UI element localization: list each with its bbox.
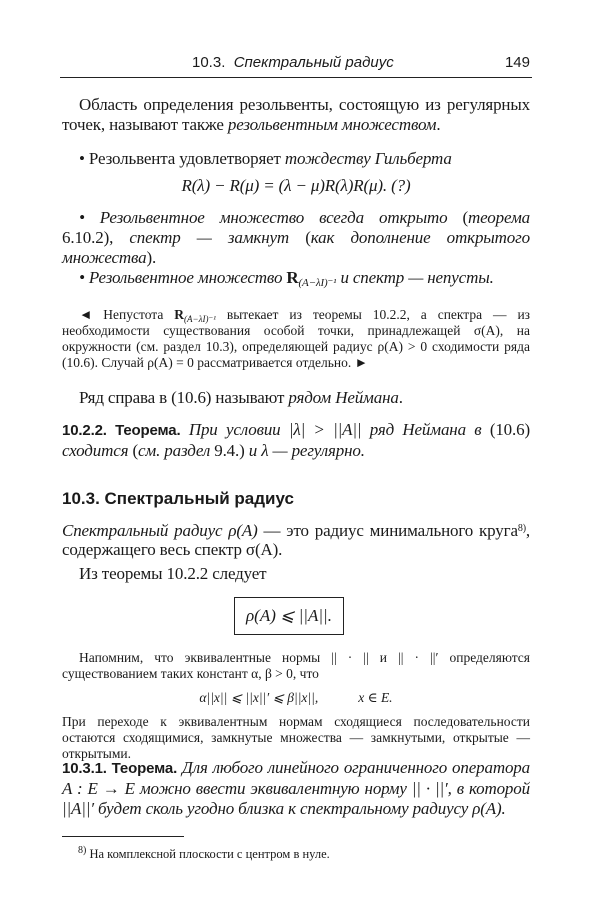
bullet-open-set: • Резольвентное множество всегда открыто (теорема 6.10.2), спектр — замкнут (как дополнение открытого множества). bbox=[62, 208, 530, 267]
paragraph-follows: Из теоремы 10.2.2 следует bbox=[79, 564, 267, 583]
formula-hilbert: R(λ) − R(μ) = (λ − μ)R(λ)R(μ). (?) bbox=[181, 176, 411, 195]
boxed-inequality: ρ(A) ⩽ ||A||. bbox=[234, 597, 344, 635]
paragraph-convergence: При переходе к эквивалентным нормам сходящиеся последовательности остаются сходящимися, замкнутые множества — замкнутыми, открытые — открытыми. bbox=[62, 714, 530, 761]
header-section: 10.3. bbox=[192, 54, 226, 71]
footnote-rule bbox=[62, 836, 184, 837]
header-rule bbox=[60, 77, 532, 78]
footnote: $^{8)}$ На комплексной плоскости с центром в нуле. bbox=[78, 845, 330, 861]
theorem-10-3-1: 10.3.1. Теорема. Для любого линейного ограниченного оператора A : E → E можно ввести эквивалентную норму || · ||′, в которой ||A||′ будет сколь угодно близка к спектральному радиусу ρ(A). bbox=[62, 758, 531, 818]
paragraph-resolvent-set: Область определения резольвенты, состоящую из регулярных точек, называют также резольвентным множеством. bbox=[62, 95, 530, 134]
paragraph-spectral-radius: Спектральный радиус ρ(A) — это радиус минимального круга$^{8)}$, содержащего весь спектр σ(A). bbox=[62, 521, 530, 559]
footnote-ref[interactable]: 8) bbox=[517, 523, 526, 534]
paragraph-equivalent-norms: Напомним, что эквивалентные нормы || · || и || · ||′ определяются существованием таких констант α, β > 0, что bbox=[62, 650, 530, 681]
bullet-hilbert: • Резольвента удовлетворяет тождеству Гильберта bbox=[79, 149, 452, 168]
paragraph-neumann: Ряд справа в (10.6) называют рядом Неймана. bbox=[79, 388, 403, 407]
header-title bbox=[192, 54, 394, 71]
page-number: 149 bbox=[504, 54, 530, 71]
formula-norm-equivalence: α||x|| ⩽ ||x||′ ⩽ β||x||, x ∈ E. bbox=[199, 690, 393, 705]
section-heading: 10.3. Спектральный радиус bbox=[62, 489, 294, 508]
bullet-nonempty: • Резольвентное множество $R_{(A-\lambda I)^{-1}}$ и спектр — непусты. bbox=[79, 268, 494, 290]
proof-paragraph: ◄ Непустота $R_{(A-\lambda I)^{-1}}$ вытекает из теоремы 10.2.2, а спектра — из необходимости существования особой точки, принадлежащей σ(A), на окружности (см. раздел 10.3), определяющей радиус ρ(A) > 0 сходимости ряда (10.6). Случай ρ(A) = 0 рассматривается отдельно. ► bbox=[62, 307, 530, 370]
theorem-10-2-2: 10.2.2. Теорема. При условии |λ| > ||A|| ряд Неймана в (10.6) сходится (см. раздел 9.4.) и λ — регулярно. bbox=[62, 420, 530, 460]
header-title-text: Спектральный радиус bbox=[233, 54, 394, 71]
